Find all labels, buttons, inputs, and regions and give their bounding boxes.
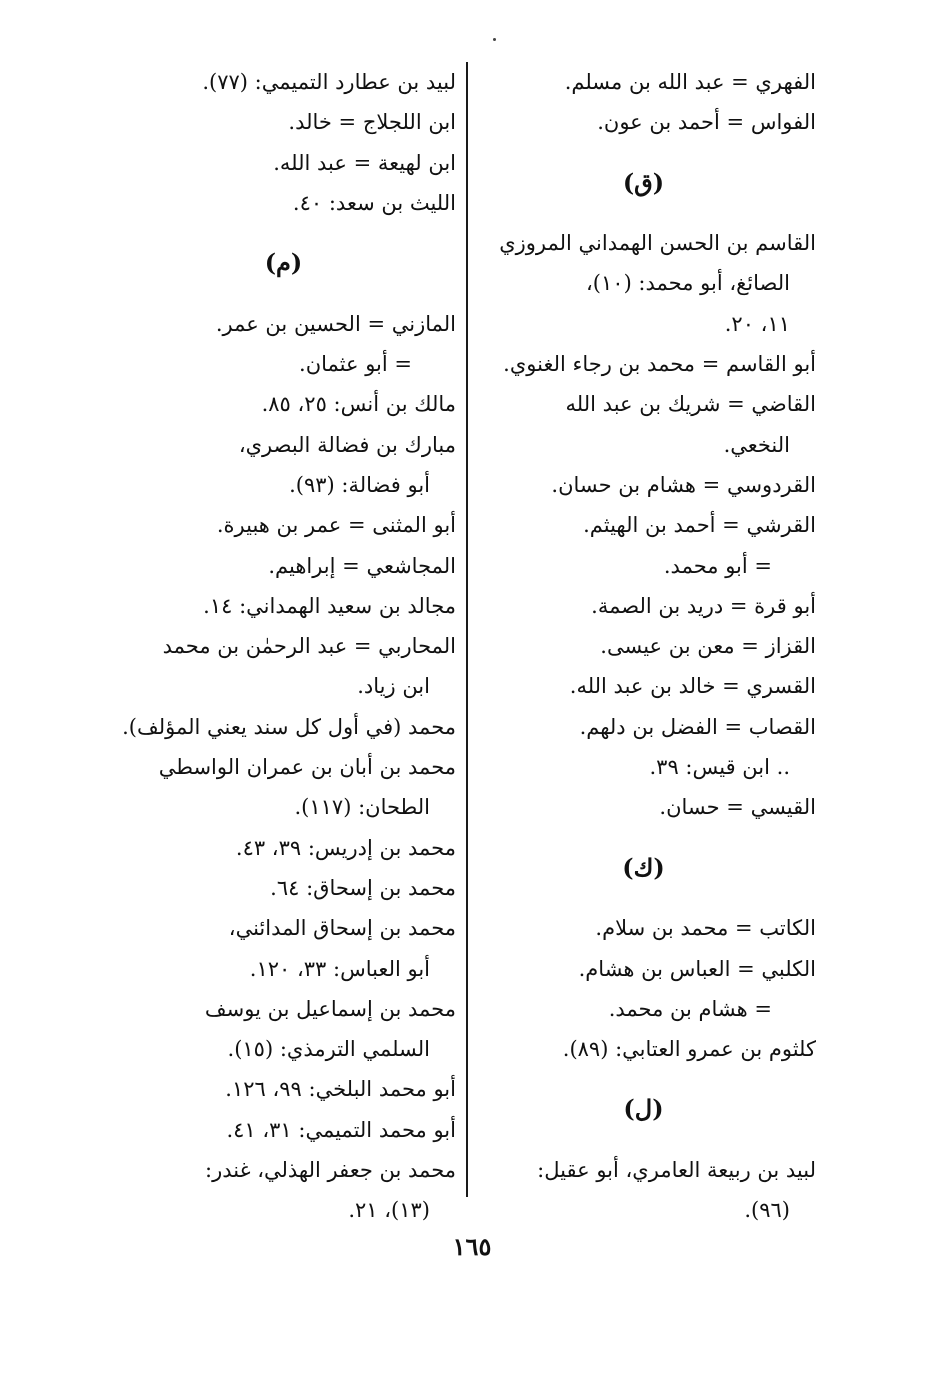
index-entry: القرشي = أحمد بن الهيثم. (583, 513, 816, 538)
index-entry: القاضي = شريك بن عبد الله (565, 392, 816, 417)
index-entry: لبيد بن ربيعة العامري، أبو عقيل: (537, 1158, 816, 1183)
index-entry: الفواس = أحمد بن عون. (597, 110, 816, 135)
section-heading-mim: (م) (264, 248, 303, 278)
index-entry-continuation: ابن زياد. (357, 674, 430, 699)
index-entry: القسري = خالد بن عبد الله. (569, 674, 816, 699)
index-entry: ابن لهيعة = عبد الله. (273, 150, 456, 175)
index-entry: محمد بن جعفر الهذلي، غندر: (205, 1158, 456, 1183)
index-entry: القيسي = حسان. (659, 795, 816, 820)
index-entry: محمد (في أول كل سند يعني المؤلف). (122, 714, 456, 739)
index-entry-continuation: (٩٦). (744, 1198, 790, 1223)
index-entry: كلثوم بن عمرو العتابي: (٨٩). (562, 1037, 816, 1062)
index-entry: محمد بن أبان بن عمران الواسطي (158, 755, 456, 780)
index-entry: الليث بن سعد: ٤٠. (292, 190, 456, 215)
index-entry-continuation: أبو فضالة: (٩٣). (289, 472, 430, 497)
index-entry: الفهري = عبد الله بن مسلم. (564, 70, 816, 94)
index-entry: أبو قرة = دريد بن الصمة. (591, 593, 816, 618)
index-entry: محمد بن إدريس: ٣٩، ٤٣. (235, 835, 456, 860)
index-entry-continuation: .. ابن قيس: ٣٩. (649, 755, 790, 780)
index-entry: القزاز = معن بن عيسى. (600, 634, 816, 659)
index-entry-continuation: ١١، ٢٠. (724, 311, 790, 336)
index-entry: مبارك بن فضالة البصري، (238, 432, 456, 457)
index-entry-continuation: الطحان: (١١٧). (294, 795, 430, 820)
index-entry: محمد بن إسحاق: ٦٤. (270, 875, 456, 900)
index-entry: أبو محمد البلخي: ٩٩، ١٢٦. (225, 1077, 456, 1102)
index-entry-continuation: السلمي الترمذي: (١٥). (227, 1037, 430, 1062)
index-entry-alias: = أبو عثمان. (299, 352, 412, 377)
index-entry: المازني = الحسين بن عمر. (215, 311, 456, 336)
column-divider (466, 62, 468, 1197)
right-column (471, 62, 816, 1231)
index-entry-continuation: الصائغ، أبو محمد: (١٠)، (586, 271, 790, 296)
index-entry: محمد بن إسحاق المدائني، (228, 916, 456, 941)
index-entry: الكلبي = العباس بن هشام. (578, 956, 816, 981)
page-number: ١٦٥ (452, 1232, 492, 1261)
index-entry: المحاربي = عبد الرحمٰن بن محمد (162, 634, 456, 659)
section-heading-kaf: (ك) (622, 852, 665, 882)
index-entry: القردوسي = هشام بن حسان. (551, 472, 816, 497)
index-entry: أبو محمد التميمي: ٣١، ٤١. (226, 1117, 456, 1142)
index-entry: الكاتب = محمد بن سلام. (595, 916, 816, 941)
index-entry: المجاشعي = إبراهيم. (268, 553, 456, 578)
index-entry: لبيد بن عطارد التميمي: (٧٧). (202, 70, 456, 94)
index-entry: أبو المثنى = عمر بن هبيرة. (216, 513, 456, 538)
index-entry: القصاب = الفضل بن دلهم. (579, 714, 816, 739)
index-entry-continuation: (١٣)، ٢١. (348, 1198, 430, 1223)
index-entry-continuation: النخعي. (723, 432, 790, 457)
section-heading-qaf: (ق) (622, 167, 665, 197)
section-heading-lam: (ل) (623, 1094, 664, 1124)
index-entry: ابن اللجلاج = خالد. (288, 110, 456, 135)
print-speck (493, 38, 496, 41)
index-entry-continuation: أبو العباس: ٣٣، ١٢٠. (249, 956, 430, 981)
index-entry: مجالد بن سعيد الهمداني: ١٤. (203, 593, 456, 618)
left-column (111, 62, 456, 1231)
index-entry-alias: = هشام بن محمد. (608, 996, 772, 1021)
index-entry: مالك بن أنس: ٢٥، ٨٥. (261, 392, 456, 417)
index-entry: القاسم بن الحسن الهمداني المروزي (499, 231, 816, 256)
index-entry: محمد بن إسماعيل بن يوسف (204, 996, 456, 1021)
index-entry-alias: = أبو محمد. (663, 553, 772, 578)
index-entry: أبو القاسم = محمد بن رجاء الغنوي. (503, 352, 816, 377)
